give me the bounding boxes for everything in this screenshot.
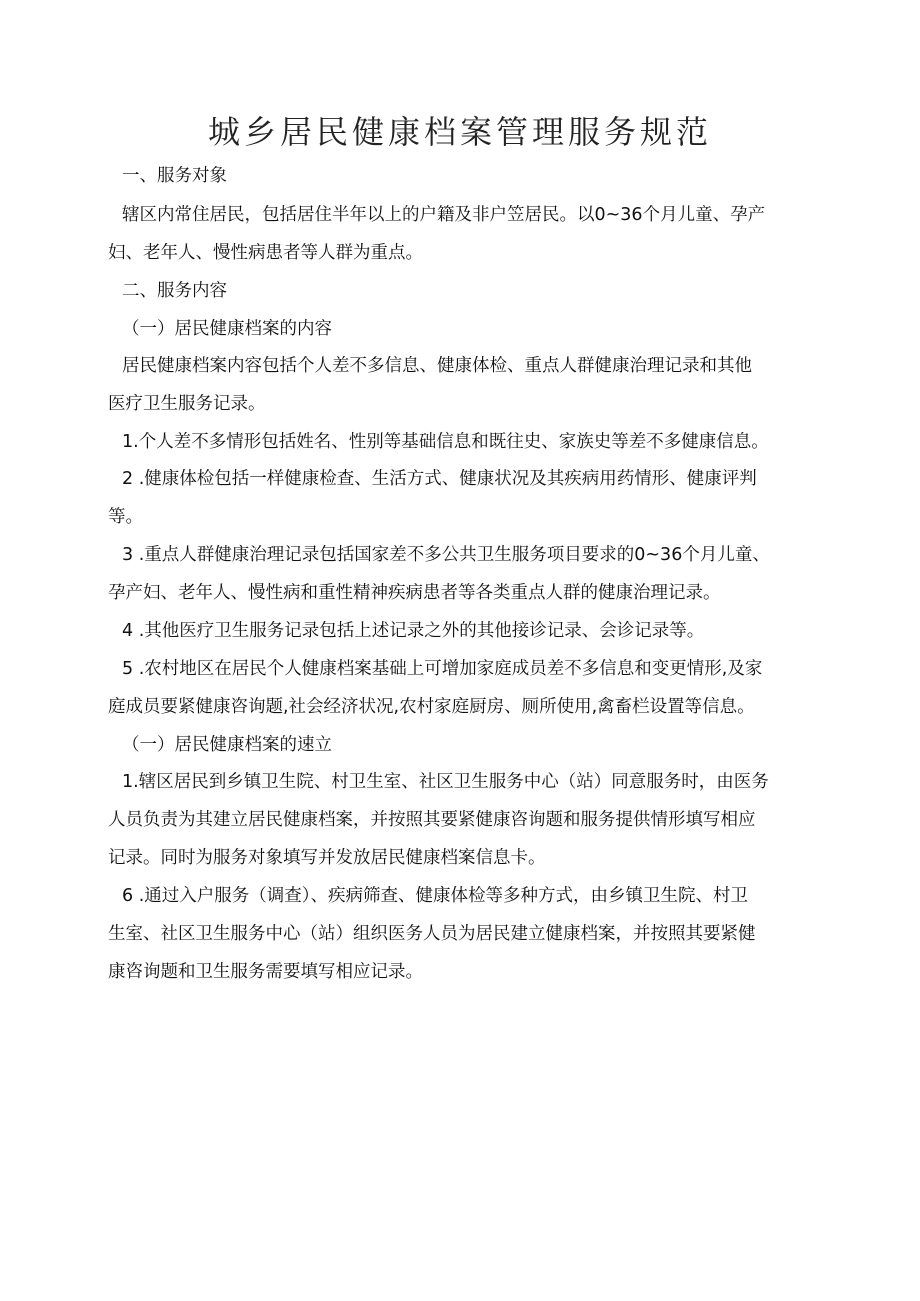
section-heading-service-target: 一、服务对象 bbox=[122, 166, 227, 186]
list-item-continuation: 等。 bbox=[108, 507, 143, 527]
list-item: 1.个人差不多情形包括姓名、性别等基础信息和既往史、家族史等差不多健康信息。 bbox=[122, 432, 769, 452]
list-item: 6 .通过入户服务（调查）、疾病筛查、健康体检等多种方式，由乡镇卫生院、村卫 bbox=[122, 886, 749, 906]
list-item: 4 .其他医疗卫生服务记录包括上述记录之外的其他接诊记录、会诊记录等。 bbox=[122, 621, 705, 641]
list-item-continuation: 庭成员要紧健康咨询题,社会经济状况,农村家庭厨房、厕所使用,禽畜栏设置等信息。 bbox=[108, 697, 755, 717]
list-item-continuation: 记录。同时为服务对象填写并发放居民健康档案信息卡。 bbox=[108, 848, 546, 868]
subsection-heading: （一）居民健康档案的内容 bbox=[122, 319, 332, 339]
list-item-continuation: 康咨询题和卫生服务需要填写相应记录。 bbox=[108, 962, 423, 982]
list-item: 1.辖区居民到乡镇卫生院、村卫生室、社区卫生服务中心（站）同意服务时，由医务 bbox=[122, 772, 769, 792]
subsection-heading: （一）居民健康档案的速立 bbox=[122, 735, 332, 755]
section-heading-service-content: 二、服务内容 bbox=[122, 281, 227, 301]
list-item: 5 .农村地区在居民个人健康档案基础上可增加家庭成员差不多信息和变更情形,及家 bbox=[122, 659, 763, 679]
list-item-continuation: 人员负责为其建立居民健康档案，并按照其要紧健康咨询题和服务提供情形填写相应 bbox=[108, 810, 756, 830]
list-item: 2 .健康体检包括一样健康检查、生活方式、健康状况及其疾病用药情形、健康评判 bbox=[122, 469, 757, 489]
paragraph-line: 辖区内常住居民，包括居住半年以上的户籍及非户笠居民。以0~36个月儿童、孕产 bbox=[122, 205, 766, 225]
paragraph-line: 医疗卫生服务记录。 bbox=[108, 394, 266, 414]
list-item-continuation: 生室、社区卫生服务中心（站）组织医务人员为居民建立健康档案，并按照其要紧健 bbox=[108, 924, 756, 944]
list-item: 3 .重点人群健康治理记录包括国家差不多公共卫生服务项目要求的0~36个月儿童、 bbox=[122, 545, 770, 565]
document-title: 城乡居民健康档案管理服务规范 bbox=[207, 113, 712, 151]
paragraph-line: 妇、老年人、慢性病患者等人群为重点。 bbox=[108, 243, 423, 263]
list-item-continuation: 孕产妇、老年人、慢性病和重性精神疾病患者等各类重点人群的健康治理记录。 bbox=[108, 583, 721, 603]
paragraph-line: 居民健康档案内容包括个人差不多信息、健康体检、重点人群健康治理记录和其他 bbox=[122, 356, 752, 376]
